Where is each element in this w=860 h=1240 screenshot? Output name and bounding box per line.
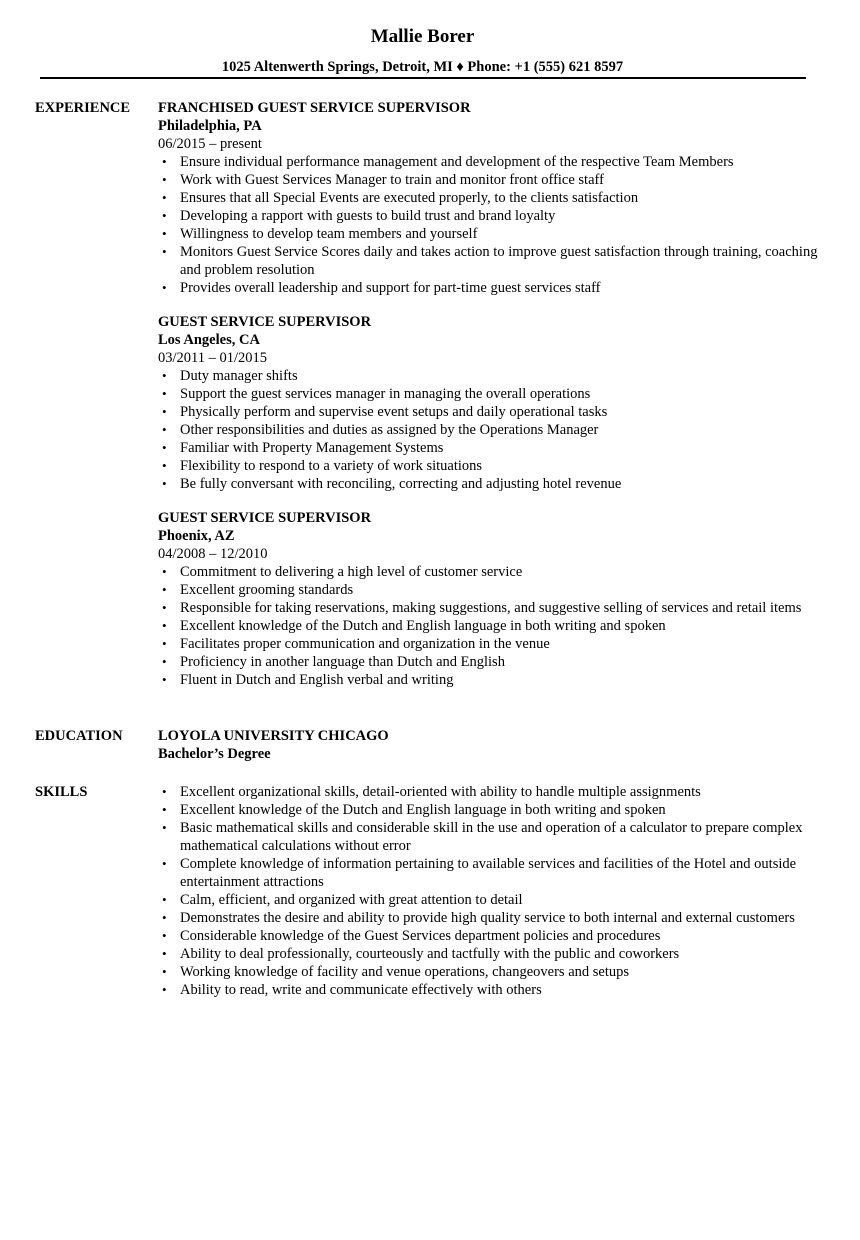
skill-item: • Demonstrates the desire and ability to provide high quality service to both internal and external customers xyxy=(158,909,818,927)
experience-heading: EXPERIENCE xyxy=(35,100,131,116)
job-dates: 04/2008 – 12/2010 xyxy=(158,546,268,562)
duty-item: • Responsible for taking reservations, making suggestions, and suggestive selling of services and retail items xyxy=(158,599,818,617)
job-title: GUEST SERVICE SUPERVISOR xyxy=(158,314,372,330)
skills-heading: SKILLS xyxy=(35,784,88,800)
duty-item: • Facilitates proper communication and organization in the venue xyxy=(158,635,818,653)
duty-item: • Commitment to delivering a high level of customer service xyxy=(158,563,818,581)
duty-item: • Proficiency in another language than Dutch and English xyxy=(158,653,818,671)
duty-item: • Flexibility to respond to a variety of work situations xyxy=(158,457,818,475)
duty-item: • Excellent grooming standards xyxy=(158,581,818,599)
skill-item: • Complete knowledge of information pertaining to available services and facilities of the Hotel and outside entertainment attractions xyxy=(158,855,818,891)
duty-item: • Developing a rapport with guests to build trust and brand loyalty xyxy=(158,207,818,225)
job-entry xyxy=(158,313,818,493)
education-entry xyxy=(158,727,818,763)
duty-item: • Support the guest services manager in managing the overall operations xyxy=(158,385,818,403)
duty-item: • Duty manager shifts xyxy=(158,367,818,385)
skill-item: • Basic mathematical skills and considerable skill in the use and operation of a calculator to prepare complex mathematical calculations without error xyxy=(158,819,818,855)
header-divider xyxy=(40,77,806,79)
job-entry xyxy=(158,509,818,689)
duty-item: • Work with Guest Services Manager to train and monitor front office staff xyxy=(158,171,818,189)
duty-item: • Familiar with Property Management Systems xyxy=(158,439,818,457)
duty-item: • Monitors Guest Service Scores daily and takes action to improve guest satisfaction through training, coaching and problem resolution xyxy=(158,243,818,279)
job-location: Los Angeles, CA xyxy=(158,332,260,348)
contact-line: 1025 Altenwerth Springs, Detroit, MI ♦ Phone: +1 (555) 621 8597 xyxy=(221,59,624,75)
skills-list-container xyxy=(158,783,818,999)
job-duties xyxy=(158,153,818,297)
degree-name: Bachelor’s Degree xyxy=(158,746,271,762)
duty-item: • Physically perform and supervise event setups and daily operational tasks xyxy=(158,403,818,421)
experience-list xyxy=(158,99,818,705)
job-duties xyxy=(158,367,818,493)
duty-item: • Be fully conversant with reconciling, correcting and adjusting hotel revenue xyxy=(158,475,818,493)
duty-item: • Other responsibilities and duties as assigned by the Operations Manager xyxy=(158,421,818,439)
job-duties xyxy=(158,563,818,689)
candidate-name: Mallie Borer xyxy=(370,26,475,47)
skill-item: • Calm, efficient, and organized with great attention to detail xyxy=(158,891,818,909)
duty-item: • Willingness to develop team members and yourself xyxy=(158,225,818,243)
skill-item: • Working knowledge of facility and venue operations, changeovers and setups xyxy=(158,963,818,981)
skill-item: • Excellent knowledge of the Dutch and English language in both writing and spoken xyxy=(158,801,818,819)
job-dates: 06/2015 – present xyxy=(158,136,262,152)
duty-item: • Fluent in Dutch and English verbal and writing xyxy=(158,671,818,689)
education-heading: EDUCATION xyxy=(35,728,123,744)
duty-item: • Ensure individual performance management and development of the respective Team Members xyxy=(158,153,818,171)
job-title: FRANCHISED GUEST SERVICE SUPERVISOR xyxy=(158,100,471,116)
skill-item: • Considerable knowledge of the Guest Services department policies and procedures xyxy=(158,927,818,945)
skill-item: • Ability to read, write and communicate effectively with others xyxy=(158,981,818,999)
job-entry xyxy=(158,99,818,297)
duty-item: • Provides overall leadership and support for part-time guest services staff xyxy=(158,279,818,297)
skills-list xyxy=(158,783,818,999)
duty-item: • Ensures that all Special Events are executed properly, to the clients satisfaction xyxy=(158,189,818,207)
skill-item: • Ability to deal professionally, courteously and tactfully with the public and coworkers xyxy=(158,945,818,963)
job-location: Phoenix, AZ xyxy=(158,528,235,544)
job-dates: 03/2011 – 01/2015 xyxy=(158,350,268,366)
school-name: LOYOLA UNIVERSITY CHICAGO xyxy=(158,728,389,744)
job-title: GUEST SERVICE SUPERVISOR xyxy=(158,510,372,526)
skill-item: • Excellent organizational skills, detail-oriented with ability to handle multiple assignments xyxy=(158,783,818,801)
job-location: Philadelphia, PA xyxy=(158,118,262,134)
duty-item: • Excellent knowledge of the Dutch and English language in both writing and spoken xyxy=(158,617,818,635)
